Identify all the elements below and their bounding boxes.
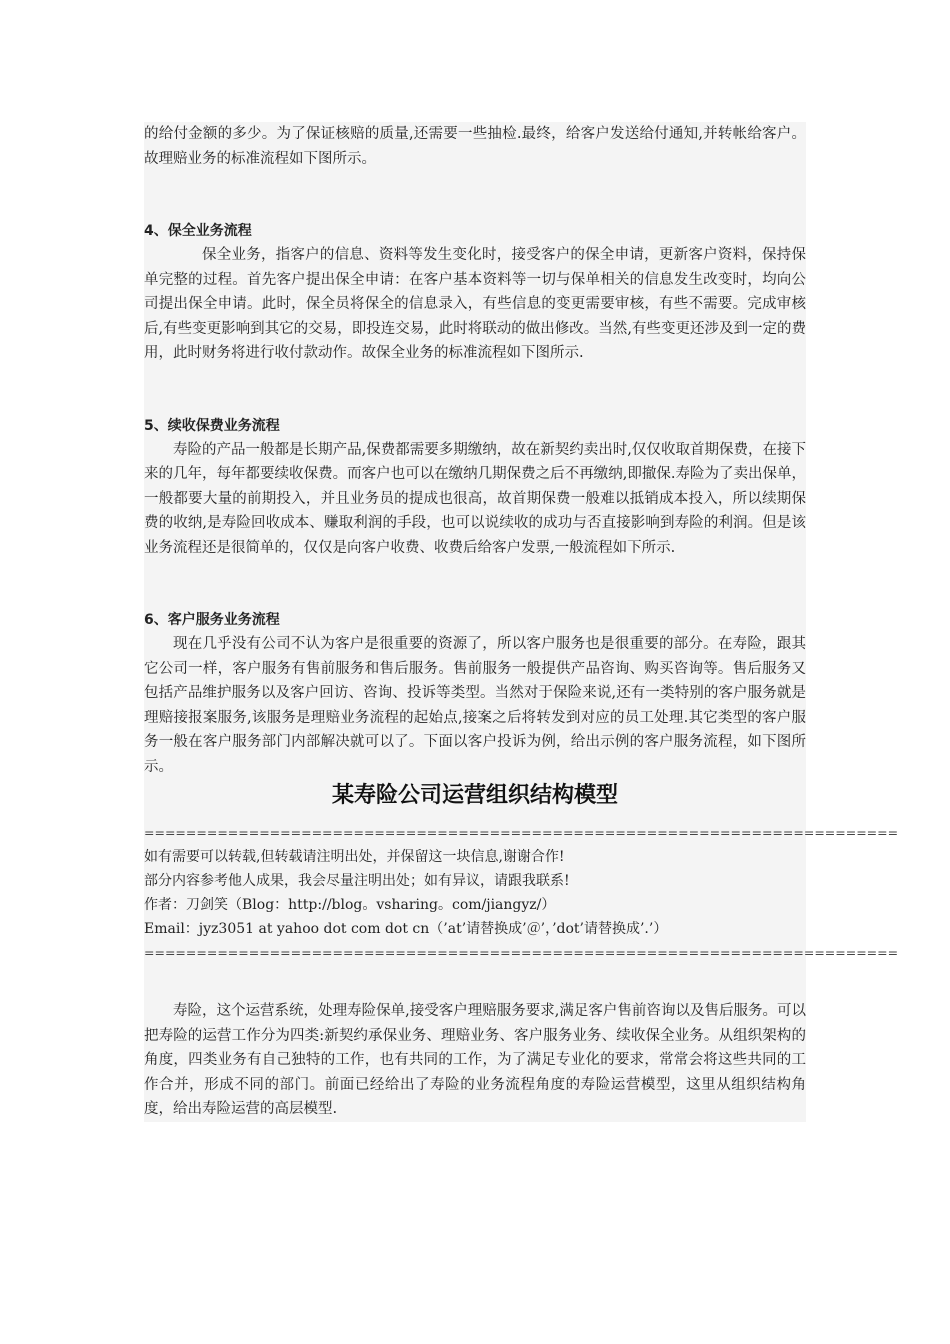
section-body-customer-service: 现在几乎没有公司不认为客户是很重要的资源了，所以客户服务也是很重要的部分。在寿险，跟其它公司一样，客户服务有售前服务和售后服务。售前服务一般提供产品咨询、购买咨询等。售后服务又包括产品维护服务以及客户回访、咨询、投诉等类型。当然对于保险来说,还有一类特别的客户服务就是理赔接报案服务,该服务是理赔业务流程的起始点,接案之后将转发到对应的员工处理.其它类型的客户服务一般在客户服务部门内部解决就可以了。下面以客户投诉为例，给出示例的客户服务流程，如下图所示。 [144,636,806,775]
notice-line-reprint: 如有需要可以转载,但转载请注明出处，并保留这一块信息,谢谢合作! [144,849,565,865]
notice-line-email: Email：jyz3051 at yahoo dot com dot cn（’at’请替换成’＠’，’dot’请替换成’.’） [144,921,668,937]
notice-line-reference: 部分内容参考他人成果，我会尽量注明出处；如有异议，请跟我联系! [144,873,570,889]
section-title-preservation: 4、保全业务流程 [144,223,252,239]
copyright-notice [144,821,899,965]
document-body [144,122,899,1122]
spacer [144,965,806,999]
article-body-paragraph: 寿险，这个运营系统，处理寿险保单,接受客户理赔服务要求,满足客户售前咨询以及售后服务。可以把寿险的运营工作分为四类:新契约承保业务、理赔业务、客户服务业务、续收保全业务。从组织架构的角度，四类业务有自己独特的工作，也有共同的工作，为了满足专业化的要求，常常会将这些共同的工作合并，形成不同的部门。前面已经给出了寿险的业务流程角度的寿险运营模型，这里从组织结构角度，给出寿险运营的高层模型. [144,1003,806,1117]
intro-paragraph: 的给付金额的多少。为了保证核赔的质量,还需要一些抽检.最终，给客户发送给付通知,并转帐给客户。故理赔业务的标准流程如下图所示。 [144,126,806,167]
section-body-renewal: 寿险的产品一般都是长期产品,保费都需要多期缴纳，故在新契约卖出时,仅仅收取首期保费，在接下来的几年，每年都要续收保费。而客户也可以在缴纳几期保费之后不再缴纳,即撤保.寿险为了卖出保单，一般都要大量的前期投入，并且业务员的提成也很高，故首期保费一般难以抵销成本投入，所以续期保费的收纳,是寿险回收成本、赚取利润的手段，也可以说续收的成功与否直接影响到寿险的利润。但是该业务流程还是很简单的，仅仅是向客户收费、收费后给客户发票,一般流程如下所示. [144,441,806,556]
spacer [144,560,806,608]
section-title-renewal: 5、续收保费业务流程 [144,417,280,434]
divider-top: ======================================================================== [144,825,899,840]
section-body-preservation: 保全业务，指客户的信息、资料等发生变化时，接受客户的保全申请，更新客户资料，保持保单完整的过程。首先客户提出保全申请：在客户基本资料等一切与保单相关的信息发生改变时，均向公司提出保全申请。此时，保全员将保全的信息录入，有些信息的变更需要审核，有些不需要。完成审核后,有些变更影响到其它的交易，即投连交易，此时将联动的做出修改。当然,有些变更还涉及到一定的费用，此时财务将进行收付款动作。故保全业务的标准流程如下图所示. [144,247,806,361]
article-title: 某寿险公司运营组织结构模型 [331,783,618,808]
notice-line-author: 作者：刀剑笑（Blog：http://blog。vsharing。com/jiangyz/） [144,897,556,913]
spacer [144,366,806,414]
spacer [144,171,806,219]
divider-bottom: ======================================================================== [144,945,899,960]
section-title-customer-service: 6、客户服务业务流程 [144,612,280,628]
